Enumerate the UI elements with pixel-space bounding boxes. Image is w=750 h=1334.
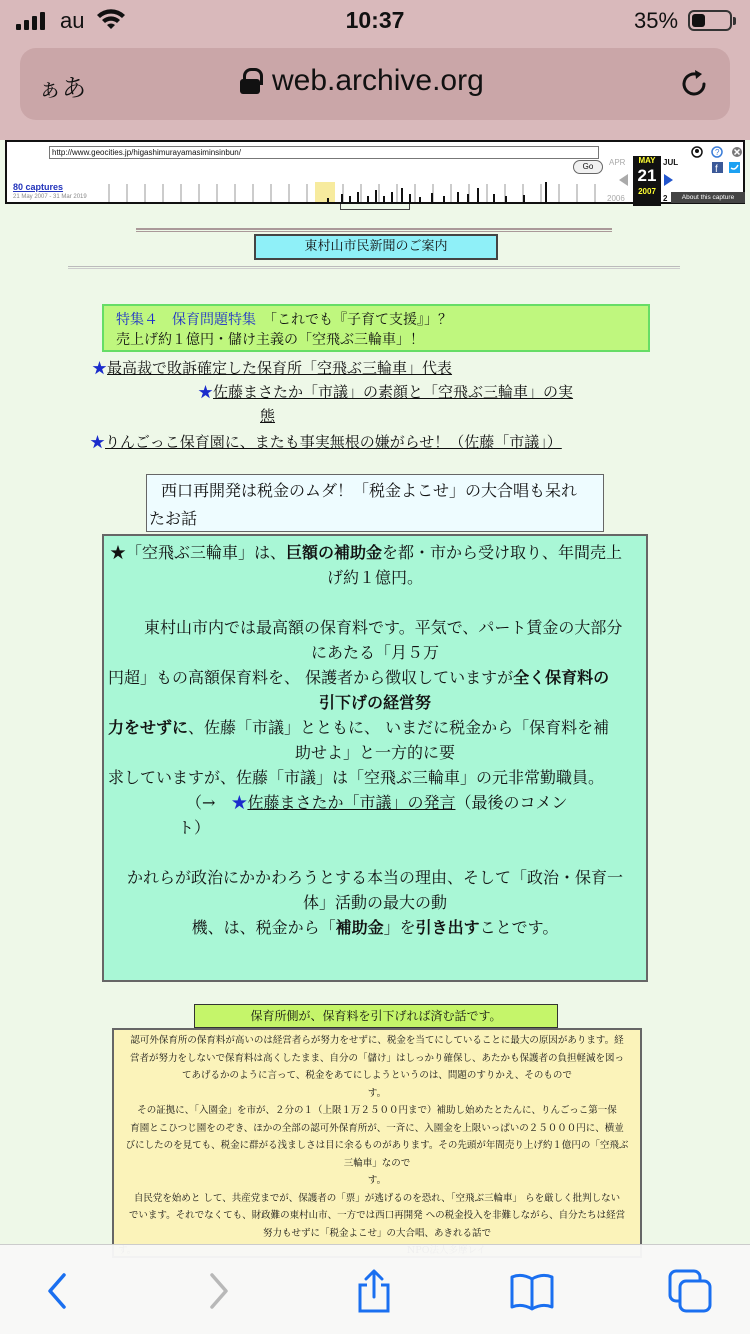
link-text[interactable]: 最高裁で敗訴確定した保育所「空飛ぶ三輪車」代表	[107, 359, 453, 377]
detail-line: 育園とこひつじ園をのぞき、ほかの全部の認可外保育所が、一斉に、入園金を上限いっぱいの２５０００円に、横並	[130, 1122, 624, 1134]
article-text: かれらが政治にかかわろうとする本当の理由、そして「政治・保育一	[126, 868, 623, 887]
article-text: （最後のコメン	[455, 793, 568, 812]
url-bar[interactable]	[20, 48, 730, 120]
link-supreme-court[interactable]	[92, 356, 452, 380]
guide-heading: 東村山市民新聞のご案内	[254, 234, 498, 260]
bookmarks-icon[interactable]	[510, 1269, 554, 1313]
feature-title: 「これでも『子育て支援』」？	[270, 312, 452, 328]
star-icon: ★	[198, 383, 214, 401]
article-emphasis: 補助金	[335, 918, 384, 937]
article-text: （→	[186, 793, 232, 812]
link-sato-profile[interactable]	[198, 380, 573, 404]
article-emphasis: 引き出す	[415, 918, 480, 937]
detail-box	[112, 1028, 642, 1258]
link-text[interactable]: 佐藤まさたか「市議」の素顔と「空飛ぶ三輪車」の実	[213, 383, 574, 401]
prev-month-label[interactable]: APR	[609, 158, 626, 167]
wayback-toolbar	[5, 140, 745, 204]
article-emphasis: 巨額の補助金	[286, 543, 383, 562]
article-text: 円超」もの高額保育料を、 保護者から徴収していますが	[108, 668, 514, 687]
about-capture-button[interactable]: About this capture	[671, 192, 745, 203]
article-emphasis: 力をせずに	[108, 718, 189, 737]
clock: 10:37	[345, 7, 405, 33]
next-capture-arrow-icon[interactable]	[664, 174, 673, 186]
main-article-box	[102, 534, 648, 982]
nav-stub	[340, 204, 410, 210]
bottom-toolbar	[0, 1244, 750, 1334]
notice-line: たお話	[149, 509, 198, 528]
help-icon[interactable]	[712, 147, 722, 157]
detail-line: 営者が努力をしないで保育料は高くしたまま、自分の「儲け」はしっかり確保し、あたかも保護者の負担軽減を図っ	[129, 1052, 624, 1064]
twitter-icon[interactable]	[729, 162, 740, 173]
detail-line: てあげるかのように言って、税金をあてにしようというのは、問題のすりかえ、そのもので	[182, 1070, 572, 1081]
article-text: 体」活動の最大の動	[302, 893, 447, 912]
wayback-icon-group	[691, 146, 745, 176]
share-icon[interactable]	[352, 1269, 396, 1313]
star-icon: ★	[90, 433, 106, 451]
article-text: を都・市から受け取り、年間売上	[382, 543, 623, 562]
notice-line: 西口再開発は税金のムダ！「税金よこせ」の大合唱も呆れ	[161, 481, 578, 500]
detail-line: びにしたのを見ても、税金に群がる浅ましさは目に余るものがあります。その先頭が年間売り上げ約１億円の「空飛ぶ	[125, 1140, 629, 1151]
detail-line: 努力もせずに「税金よこせ」の大合唱、あきれる話で	[262, 1227, 491, 1239]
next-month-label[interactable]: JUL	[663, 158, 679, 167]
star-icon: ★	[92, 359, 108, 377]
close-icon[interactable]	[732, 147, 742, 157]
forward-icon[interactable]	[196, 1269, 240, 1313]
article-text: にあたる「月５万	[310, 643, 439, 662]
current-day: 21	[637, 166, 657, 185]
tabs-icon[interactable]	[668, 1269, 712, 1313]
detail-line: す。	[367, 1175, 387, 1186]
svg-text:?: ?	[715, 148, 720, 157]
article-emphasis: 引下げの経営努	[318, 693, 431, 712]
article-emphasis: 全く保育料の	[513, 668, 610, 687]
link-sato-profile-continued[interactable]	[260, 404, 275, 428]
star-icon: ★	[231, 793, 248, 812]
battery-percent: 35%	[634, 8, 679, 33]
subsection-heading: 保育所側が、保育料を引下げれば済む話です。	[194, 1004, 558, 1028]
lock-icon	[240, 68, 260, 94]
capture-date-range: 21 May 2007 - 31 Mar 2019	[13, 194, 87, 200]
link-text[interactable]: りんごっこ保育園に、またも事実無根の嫌がらせ！（佐藤「市議」）	[105, 433, 562, 451]
detail-line: 自民党を始めと して、共産党までが、保護者の「票」が逃げるのを恐れ、「空飛ぶ三輪車」 らを厳しく批判しない	[133, 1192, 621, 1204]
detail-line: す。	[367, 1087, 387, 1099]
back-icon[interactable]	[36, 1269, 80, 1313]
carrier-label: au	[60, 8, 85, 33]
prev-year-label[interactable]: 2006	[607, 194, 625, 203]
battery-icon	[688, 10, 732, 31]
detail-line: でいます。それでなくても、財政難の東村山市、一方では西口再開発 への税金投入を非難しながら、自分たちは経営	[128, 1210, 626, 1221]
capture-sparkline[interactable]	[105, 180, 600, 202]
divider	[68, 266, 680, 269]
captures-link[interactable]: 80 captures	[13, 182, 64, 192]
article-text: 」を	[383, 918, 416, 937]
article-text: ことです。	[479, 918, 559, 937]
feature-label: 特集４ 保育問題特集	[116, 312, 256, 328]
account-icon[interactable]	[692, 147, 702, 157]
article-text: 助せよ」と一方的に要	[294, 743, 455, 762]
article-text: 求していますが、佐藤「市議」は「空飛ぶ三輪車」の元非常勤職員。	[108, 768, 605, 787]
feature-subtitle: 売上げ約１億円・儲け主義の「空飛ぶ三輪車」！	[116, 332, 424, 348]
current-year: 2007	[638, 187, 656, 196]
feature-box	[102, 304, 650, 352]
article-text: 機、は、税金から「	[191, 918, 336, 937]
next-year-label[interactable]: 2	[663, 194, 668, 203]
address-text: web.archive.org	[272, 64, 484, 97]
notice-box	[146, 474, 604, 532]
article-text: 東村山市内では最高額の保育料です。平気で、パート賃金の大部分	[144, 618, 623, 637]
current-capture-date	[633, 156, 661, 206]
detail-line: 認可外保育所の保育料が高いのは経営者らが努力をせずに、税金を当てにしていることに最大の原因があります。経	[130, 1035, 624, 1046]
article-text: ト）	[178, 818, 211, 837]
wayback-go-button[interactable]: Go	[573, 160, 603, 174]
link-ringokko-harassment[interactable]	[90, 430, 562, 454]
article-text: ★「空飛ぶ三輪車」は、	[110, 543, 287, 562]
detail-line: 三輪車」なので	[343, 1157, 411, 1169]
link-sato-remarks[interactable]: 佐藤まさたか「市議」の発言	[247, 793, 456, 812]
detail-line: その証拠に、「入園金」を市が、２分の１（上限１万２５００円まで）補助し始めたとたんに、りんごっこ第一保	[137, 1105, 617, 1116]
status-bar	[0, 0, 750, 44]
reload-icon[interactable]	[676, 66, 712, 102]
address-field[interactable]	[240, 64, 484, 98]
browser-chrome	[0, 0, 750, 140]
facebook-icon[interactable]	[712, 162, 723, 175]
current-month: MAY	[638, 156, 656, 165]
article-text: 、佐藤「市議」とともに、 いまだに税金から「保育料を補	[188, 718, 610, 737]
reader-options-button[interactable]: ぁあ	[38, 75, 86, 102]
prev-capture-arrow-icon[interactable]	[619, 174, 628, 186]
svg-text:f: f	[715, 164, 718, 175]
divider	[136, 228, 612, 232]
article-text: げ約１億円。	[326, 568, 423, 587]
wayback-url-input[interactable]: http://www.geocities.jp/higashimurayamasiminsinbun/	[49, 146, 599, 159]
link-text[interactable]: 態	[260, 407, 276, 425]
